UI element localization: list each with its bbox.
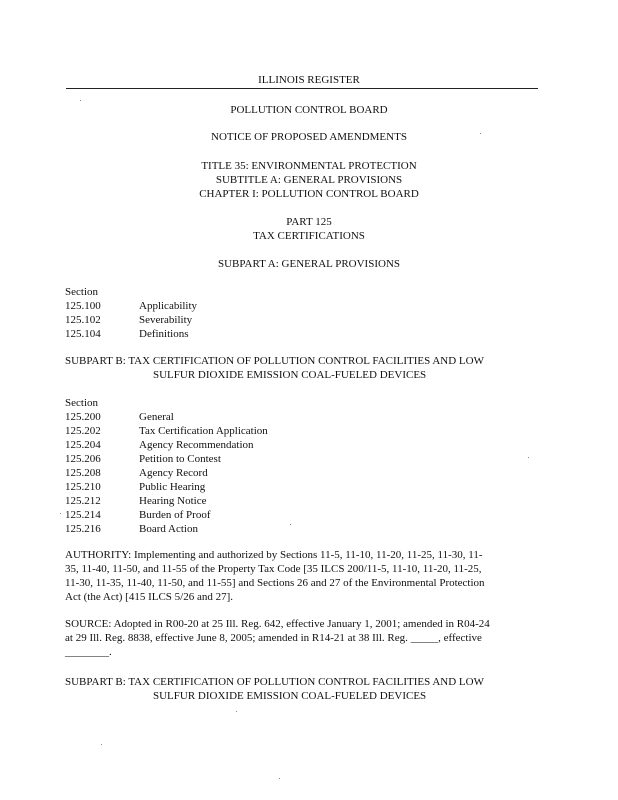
register-header: ILLINOIS REGISTER bbox=[258, 74, 360, 86]
section-title: Agency Recommendation bbox=[139, 439, 254, 451]
subpart-b-toc-heading bbox=[65, 354, 545, 382]
scan-speck bbox=[80, 100, 81, 101]
toc-row bbox=[65, 508, 268, 522]
authority-line: Act (the Act) [415 ILCS 5/26 and 27]. bbox=[65, 591, 234, 603]
subpart-b-heading bbox=[65, 675, 545, 703]
toc-row bbox=[65, 313, 197, 327]
toc-row bbox=[65, 299, 197, 313]
toc-row bbox=[65, 424, 268, 438]
toc-row bbox=[65, 452, 268, 466]
scan-speck bbox=[290, 524, 291, 525]
toc-row bbox=[65, 522, 268, 536]
section-number: 125.204 bbox=[65, 439, 101, 451]
section-number: 125.214 bbox=[65, 509, 101, 521]
section-title: General bbox=[139, 411, 174, 423]
toc-row bbox=[65, 410, 268, 424]
section-title: Applicability bbox=[139, 300, 198, 312]
section-title: Burden of Proof bbox=[139, 509, 211, 521]
notice-title: NOTICE OF PROPOSED AMENDMENTS bbox=[211, 131, 407, 143]
toc-subpart-b bbox=[65, 396, 268, 536]
source-line: at 29 Ill. Reg. 8838, effective June 8, 2005; amended in R14-21 at 38 Ill. Reg. _____, effective bbox=[65, 632, 482, 644]
section-number: 125.216 bbox=[65, 523, 101, 535]
toc-row bbox=[65, 466, 268, 480]
toc-row bbox=[65, 494, 268, 508]
section-number: 125.102 bbox=[65, 314, 101, 326]
section-title: Tax Certification Application bbox=[139, 425, 268, 437]
section-title: Petition to Contest bbox=[139, 453, 221, 465]
toc-subpart-a bbox=[65, 285, 197, 341]
header-rule bbox=[66, 88, 538, 89]
scan-speck bbox=[528, 457, 529, 458]
subpart-b-line1: SUBPART B: TAX CERTIFICATION OF POLLUTION CONTROL FACILITIES AND LOW bbox=[65, 355, 484, 367]
source-note bbox=[65, 617, 545, 659]
scan-speck bbox=[480, 133, 481, 134]
source-line: ________. bbox=[65, 646, 112, 658]
scan-speck bbox=[60, 513, 61, 514]
chapter-line: CHAPTER I: POLLUTION CONTROL BOARD bbox=[199, 188, 419, 200]
authority-note bbox=[65, 548, 545, 604]
section-number: 125.200 bbox=[65, 411, 101, 423]
section-title: Public Hearing bbox=[139, 481, 206, 493]
scan-speck bbox=[236, 711, 237, 712]
subpart-a-heading: SUBPART A: GENERAL PROVISIONS bbox=[218, 258, 400, 270]
authority-line: 11-30, 11-35, 11-40, 11-50, and 11-55] and Sections 26 and 27 of the Environmental Protection bbox=[65, 577, 485, 589]
section-number: 125.206 bbox=[65, 453, 101, 465]
section-number: 125.212 bbox=[65, 495, 101, 507]
scan-speck bbox=[101, 744, 102, 745]
section-title: Severability bbox=[139, 314, 193, 326]
scan-speck bbox=[279, 778, 280, 779]
toc-row bbox=[65, 327, 197, 341]
section-title: Hearing Notice bbox=[139, 495, 207, 507]
authority-line: AUTHORITY: Implementing and authorized by Sections 11-5, 11-10, 11-20, 11-25, 11-30, 11- bbox=[65, 549, 483, 561]
section-label: Section bbox=[65, 397, 98, 409]
section-number: 125.210 bbox=[65, 481, 101, 493]
authority-line: 35, 11-40, 11-50, and 11-55 of the Property Tax Code [35 ILCS 200/11-5, 11-10, 11-20, 11-25, bbox=[65, 563, 482, 575]
title-line: TITLE 35: ENVIRONMENTAL PROTECTION bbox=[201, 160, 417, 172]
section-number: 125.104 bbox=[65, 328, 101, 340]
toc-row bbox=[65, 480, 268, 494]
board-name: POLLUTION CONTROL BOARD bbox=[230, 104, 388, 116]
part-title: TAX CERTIFICATIONS bbox=[253, 230, 365, 242]
section-number: 125.202 bbox=[65, 425, 101, 437]
section-number: 125.208 bbox=[65, 467, 101, 479]
section-number: 125.100 bbox=[65, 300, 101, 312]
section-title: Agency Record bbox=[139, 467, 208, 479]
section-title: Definitions bbox=[139, 328, 189, 340]
source-line: SOURCE: Adopted in R00-20 at 25 Ill. Reg. 642, effective January 1, 2001; amended in R04-24 bbox=[65, 618, 490, 630]
section-label: Section bbox=[65, 286, 98, 298]
section-title: Board Action bbox=[139, 523, 198, 535]
subtitle-line: SUBTITLE A: GENERAL PROVISIONS bbox=[215, 174, 403, 186]
subpart-b-line2: SULFUR DIOXIDE EMISSION COAL-FUELED DEVICES bbox=[153, 369, 427, 381]
subpart-b-heading-line1: SUBPART B: TAX CERTIFICATION OF POLLUTION CONTROL FACILITIES AND LOW bbox=[65, 676, 484, 688]
part-number: PART 125 bbox=[286, 216, 332, 228]
subpart-b-heading-line2: SULFUR DIOXIDE EMISSION COAL-FUELED DEVICES bbox=[153, 690, 427, 702]
toc-row bbox=[65, 438, 268, 452]
